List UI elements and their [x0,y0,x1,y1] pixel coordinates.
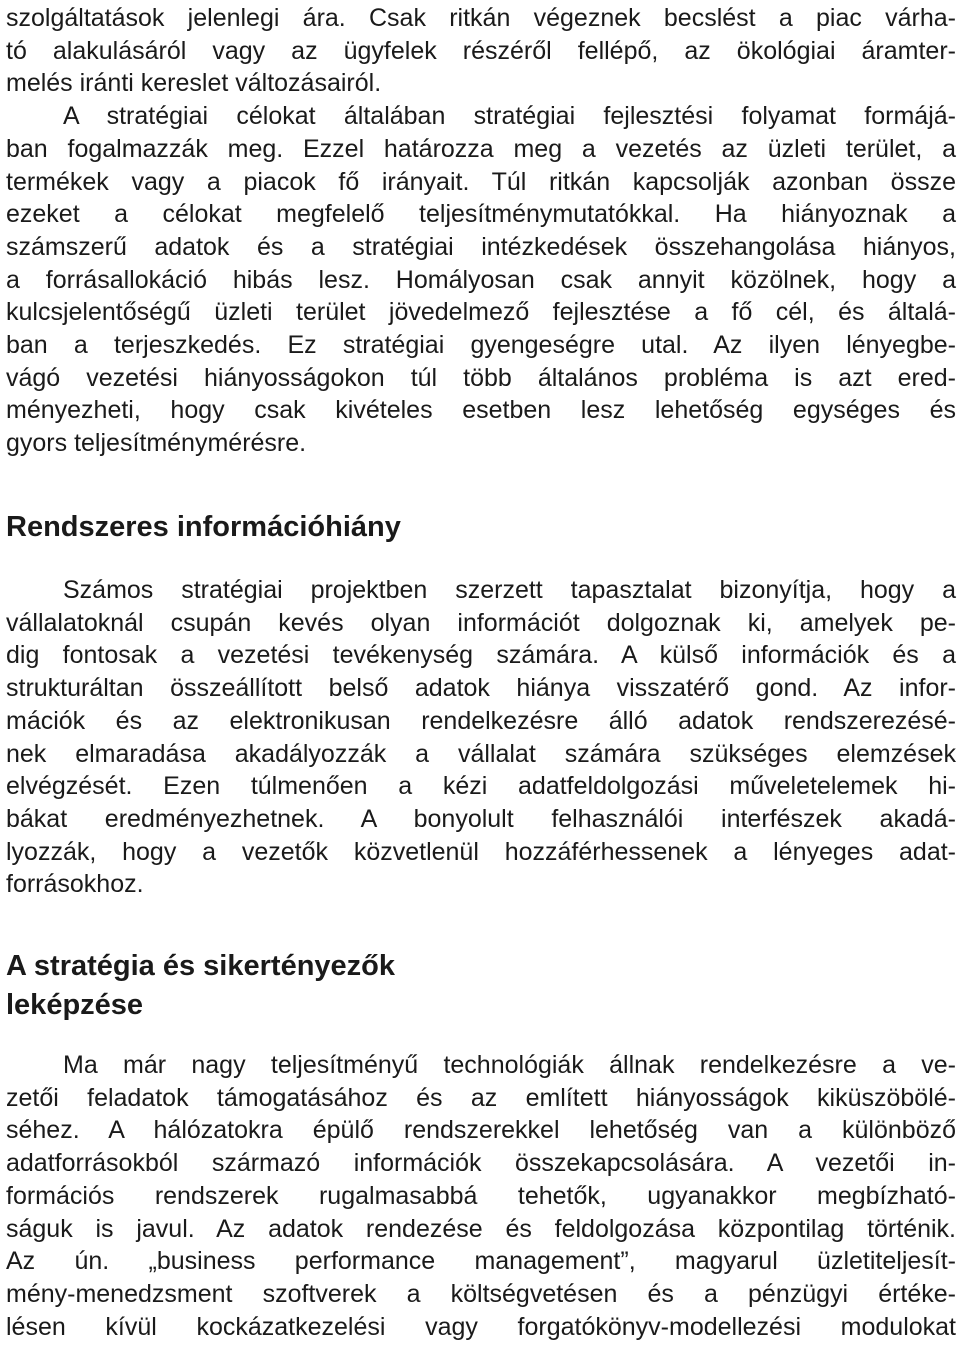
text-line: számszerű adatok és a stratégiai intézkedések összehangolása hiányos, [6,232,956,261]
body-text [6,1049,956,1343]
text-line: termékek vagy a piacok fő irányait. Túl ritkán kapcsolják azonban össze [6,167,956,196]
text-line: ban fogalmazzák meg. Ezzel határozza meg a vezetés az üzleti terület, a [6,134,956,163]
text-line: A stratégiai célokat általában stratégiai fejlesztési folyamat formájá- [63,102,956,131]
paragraph-strategy-mapping [6,1049,956,1343]
text-line: nek elmaradása akadályozzák a vállalat számára szükséges elemzések [6,739,956,768]
text-line: formációs rendszerek rugalmasabbá tehetők, ugyanakkor megbízható- [6,1181,956,1210]
section-heading-strategy-mapping [6,947,956,1025]
text-line: gyors teljesítménymérésre. [6,429,307,458]
text-line: vállalatoknál csupán kevés olyan információt dolgoznak ki, amelyek pe- [6,608,956,637]
heading-line: A stratégia és sikertényezők [6,950,396,982]
section-heading [6,947,956,1025]
text-line: Az ún. „business performance management”, magyarul üzletiteljesít- [6,1247,956,1276]
text-line: strukturáltan összeállított belső adatok hiánya visszatérő gond. Az infor- [6,674,956,703]
text-line: lésen kívül kockázatkezelési vagy forgatókönyv-modellezési modulokat [6,1312,956,1341]
text-line: zetői feladatok támogatásához és az említett hiányosságok kiküszöbölé- [6,1083,956,1112]
text-line: a forrásallokáció hibás lesz. Homályosan csak annyit közölnek, hogy a [6,265,956,294]
text-line: ezeket a célokat megfelelő teljesítménymutatókkal. Ha hiányoznak a [6,200,956,229]
text-line: Ma már nagy teljesítményű technológiák állnak rendelkezésre a ve- [63,1051,956,1079]
text-line: mációk és az elektronikusan rendelkezésre álló adatok rendszerezésé- [6,706,956,735]
body-text [6,574,956,901]
section-heading-information-gap [6,508,956,547]
paragraph-information-gap [6,574,956,901]
heading-line: leképzése [6,989,144,1021]
body-text [6,2,956,460]
text-line: mény-menedzsment szoftverek a költségvetésen és a pénzügyi értéke- [6,1279,956,1308]
text-line: lyozzák, hogy a vezetők közvetlenül hozzáférhessenek a lényeges adat- [6,837,956,866]
paragraph-strategy-goals [6,2,956,460]
text-line: ságuk is javul. Az adatok rendezése és feldolgozása központilag történik. [6,1214,956,1243]
text-line: Számos stratégiai projektben szerzett tapasztalat bizonyítja, hogy a [63,576,956,604]
text-line: szolgáltatások jelenlegi ára. Csak ritkán végeznek becslést a piac várha- [6,4,956,32]
text-line: ban a terjeszkedés. Ez stratégiai gyengeségre utal. Az ilyen lényegbe- [6,331,956,360]
text-line: dig fontosak a vezetési tevékenység számára. A külső információk és a [6,641,956,670]
text-line: ményezheti, hogy csak kivételes esetben lesz lehetőség egységes és [6,396,956,425]
text-line: vágó vezetési hiányosságokon túl több általános probléma is azt ered- [6,363,956,392]
section-heading: Rendszeres információhiány [6,511,401,543]
text-line: forrásokhoz. [6,870,144,899]
text-line: séhez. A hálózatokra épülő rendszerekkel lehetőség van a különböző [6,1116,956,1145]
text-line: adatforrásokból származó információk összekapcsolására. A vezetői in- [6,1149,956,1178]
text-line: melés iránti kereslet változásairól. [6,69,382,98]
text-line: tó alakulásáról vagy az ügyfelek részéről fellépő, az ökológiai áramter- [6,36,956,65]
text-line: bákat eredményezhetnek. A bonyolult felhasználói interfészek akadá- [6,804,956,833]
text-line: kulcsjelentőségű üzleti terület jövedelmező fejlesztése a fő cél, és általá- [6,298,956,327]
text-line: elvégzését. Ezen túlmenően a kézi adatfeldolgozási műveletelemek hi- [6,772,956,801]
